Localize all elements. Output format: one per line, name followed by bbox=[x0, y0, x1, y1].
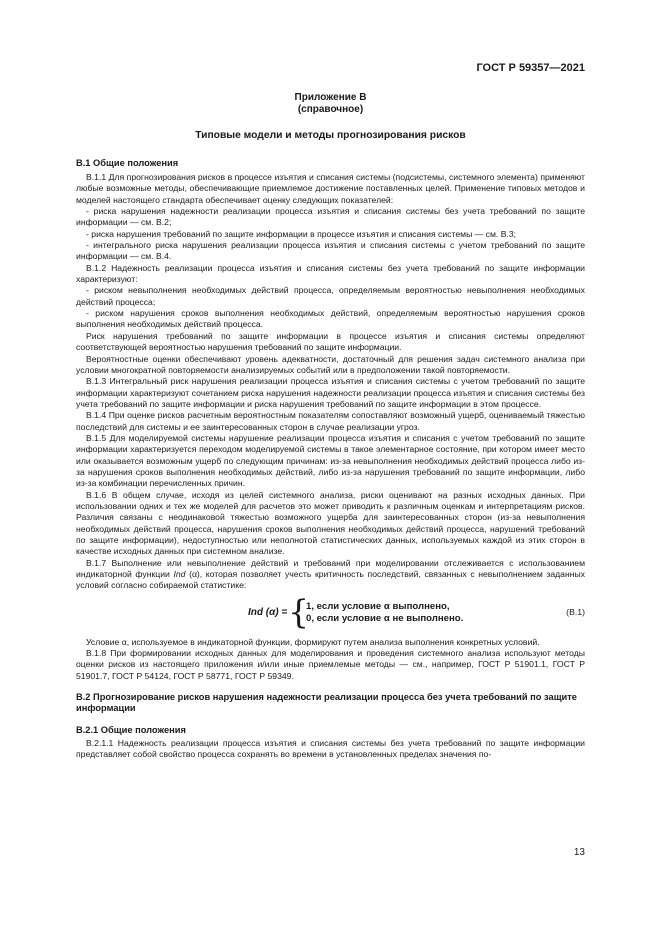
formula-case-2: 0, если условие α не выполнено. bbox=[306, 613, 464, 625]
paragraph-b1-7 bbox=[76, 558, 585, 592]
paragraph-b1-1: В.1.1 Для прогнозирования рисков в процессе изъятия и списания системы (подсистемы, системного элемента) применяют любые возможные методы, обеспечивающие приемлемое достижение поставленных целей. Применение типовых методов и моделей настоящего стандарта обеспечивает оценку следующих показателей: bbox=[76, 172, 585, 205]
formula-lhs: Ind (α) = bbox=[248, 606, 288, 618]
document-body bbox=[76, 172, 585, 760]
formula-brace: { bbox=[288, 591, 309, 631]
section-b2-1-title: В.2.1 Общие положения bbox=[76, 724, 186, 735]
paragraph-b1-2a: Риск нарушения требований по защите информации в процессе изъятия и списания системы определяют соответствующей вероятностью нарушения требований по защите информации. bbox=[76, 330, 585, 353]
paragraph-b1-8: В.1.8 При формировании исходных данных для моделирования и проведения системного анализа используют методы оценки рисков из настоящего приложения и/или иные приемлемые методы — см., например, ГОСТ Р 51901.1, ГОСТ Р 51901.7, ГОСТ Р 54124, ГОСТ Р 58771, ГОСТ Р 59349. bbox=[76, 648, 585, 681]
appendix-note: (справочное) bbox=[297, 104, 364, 115]
list-item: - риском невыполнения необходимых действий процесса, определяемым вероятностью невыполнения необходимых действий процесса; bbox=[76, 285, 585, 307]
paragraph-b1-6: В.1.6 В общем случае, исходя из целей системного анализа, риски оценивают на разных исходных данных. При использовании одних и тех же моделей для расчетов это может приводить к различным оценкам и интерпретациям рисков. Различия связаны с неодинаковой тяжестью возможного ущерба для заинтересованных сторон (из-за невыполнения необходимых действий процесса, нарушения сроков выполнения необходимых действий процесса, нарушений требований по защите информации), недоступностью или неполнотой статистических данных, используемых каждой из этих сторон в качестве исходных данных при системном анализе. bbox=[76, 489, 585, 557]
paragraph-b2-1-1: В.2.1.1 Надежность реализации процесса изъятия и списания системы без учета требований по защите информации представляет собой свойство процесса сохранять во времени в установленных пределах значения по- bbox=[76, 737, 585, 760]
appendix-title: Приложение В bbox=[294, 92, 367, 103]
paragraph-b1-4: В.1.4 При оценке рисков расчетным вероятностным показателям сопоставляют возможный ущерб, оцениваемый тяжестью последствий для системы и ее заинтересованных сторон в случае реализации угроз. bbox=[76, 410, 585, 432]
list-item: - риска нарушения требований по защите информации в процессе изъятия и списания системы — см. В.3; bbox=[86, 228, 517, 239]
p7-text-b: (α), которая позволяет учесть критичность последствий, связанных с невыполнением заданных условий согласно собираемой статистике: bbox=[76, 569, 585, 591]
formula-case-1: 1, если условие α выполнено, bbox=[306, 600, 450, 612]
formula-cases bbox=[306, 601, 463, 626]
list-item: - риска нарушения надежности реализации процесса изъятия и списания системы без учета требований по защите информации — см. В.2; bbox=[76, 206, 585, 228]
appendix-heading: Типовые модели и методы прогнозирования рисков bbox=[195, 130, 466, 141]
formula-number: (В.1) bbox=[566, 606, 585, 617]
paragraph-b1-2: В.1.2 Надежность реализации процесса изъятия и списания системы без учета требований по защите информации характеризуют: bbox=[76, 262, 585, 285]
paragraph-b1-2b: Вероятностные оценки обеспечивают уровень адекватности, достаточный для решения задач системного анализа при условии многократной повторяемости анализируемых событий или в предположении такой повторяемости. bbox=[76, 353, 585, 375]
p7-text-a: В.1.7 Выполнение или невыполнение действий и требований при моделировании отслеживается с использованием индикаторной функции bbox=[76, 557, 585, 580]
list-item: - интегрального риска нарушения реализации процесса изъятия и списания системы с учетом требований по защите информации — см. В.4. bbox=[76, 240, 585, 262]
section-b2-title: В.2 Прогнозирование рисков нарушения надежности реализации процесса без учета требований по защите информации bbox=[76, 692, 577, 714]
list-item: - риском нарушения сроков выполнения необходимых действий, определяемым вероятностью нарушения сроков выполнения необходимых действий процесса. bbox=[76, 308, 585, 330]
standard-number: ГОСТ Р 59357—2021 bbox=[476, 62, 585, 74]
section-b1-title: В.1 Общие положения bbox=[76, 158, 179, 168]
paragraph-b1-3: В.1.3 Интегральный риск нарушения реализации процесса изъятия и списания системы с учетом требований по защите информации характеризуют сочетанием риска нарушения надежности реализации процесса изъятия и списания системы без учета требований по защите информации и риска нарушения требований по защите информации в этом процессе. bbox=[76, 376, 585, 409]
indicator-function-name: Ind bbox=[173, 569, 186, 580]
paragraph-b1-7c: Условие α, используемое в индикаторной функции, формируют путем анализа выполнения конкретных условий. bbox=[86, 636, 540, 647]
formula-b1 bbox=[76, 591, 585, 633]
page-number: 13 bbox=[573, 847, 585, 858]
paragraph-b1-5: В.1.5 Для моделируемой системы нарушение реализации процесса изъятия и списания с учетом требований по защите информации характеризуется переходом моделируемой системы в такое элементарное состояние, при котором имеет место или оказывается возможным ущерб по следующим причинам: из-за невыполнения необходимых действий процесса либо из-за нарушения сроков выполнения необходимых действий, либо из-за нарушения требований по защите информации, либо из-за комбинации перечисленных причин. bbox=[76, 432, 585, 489]
